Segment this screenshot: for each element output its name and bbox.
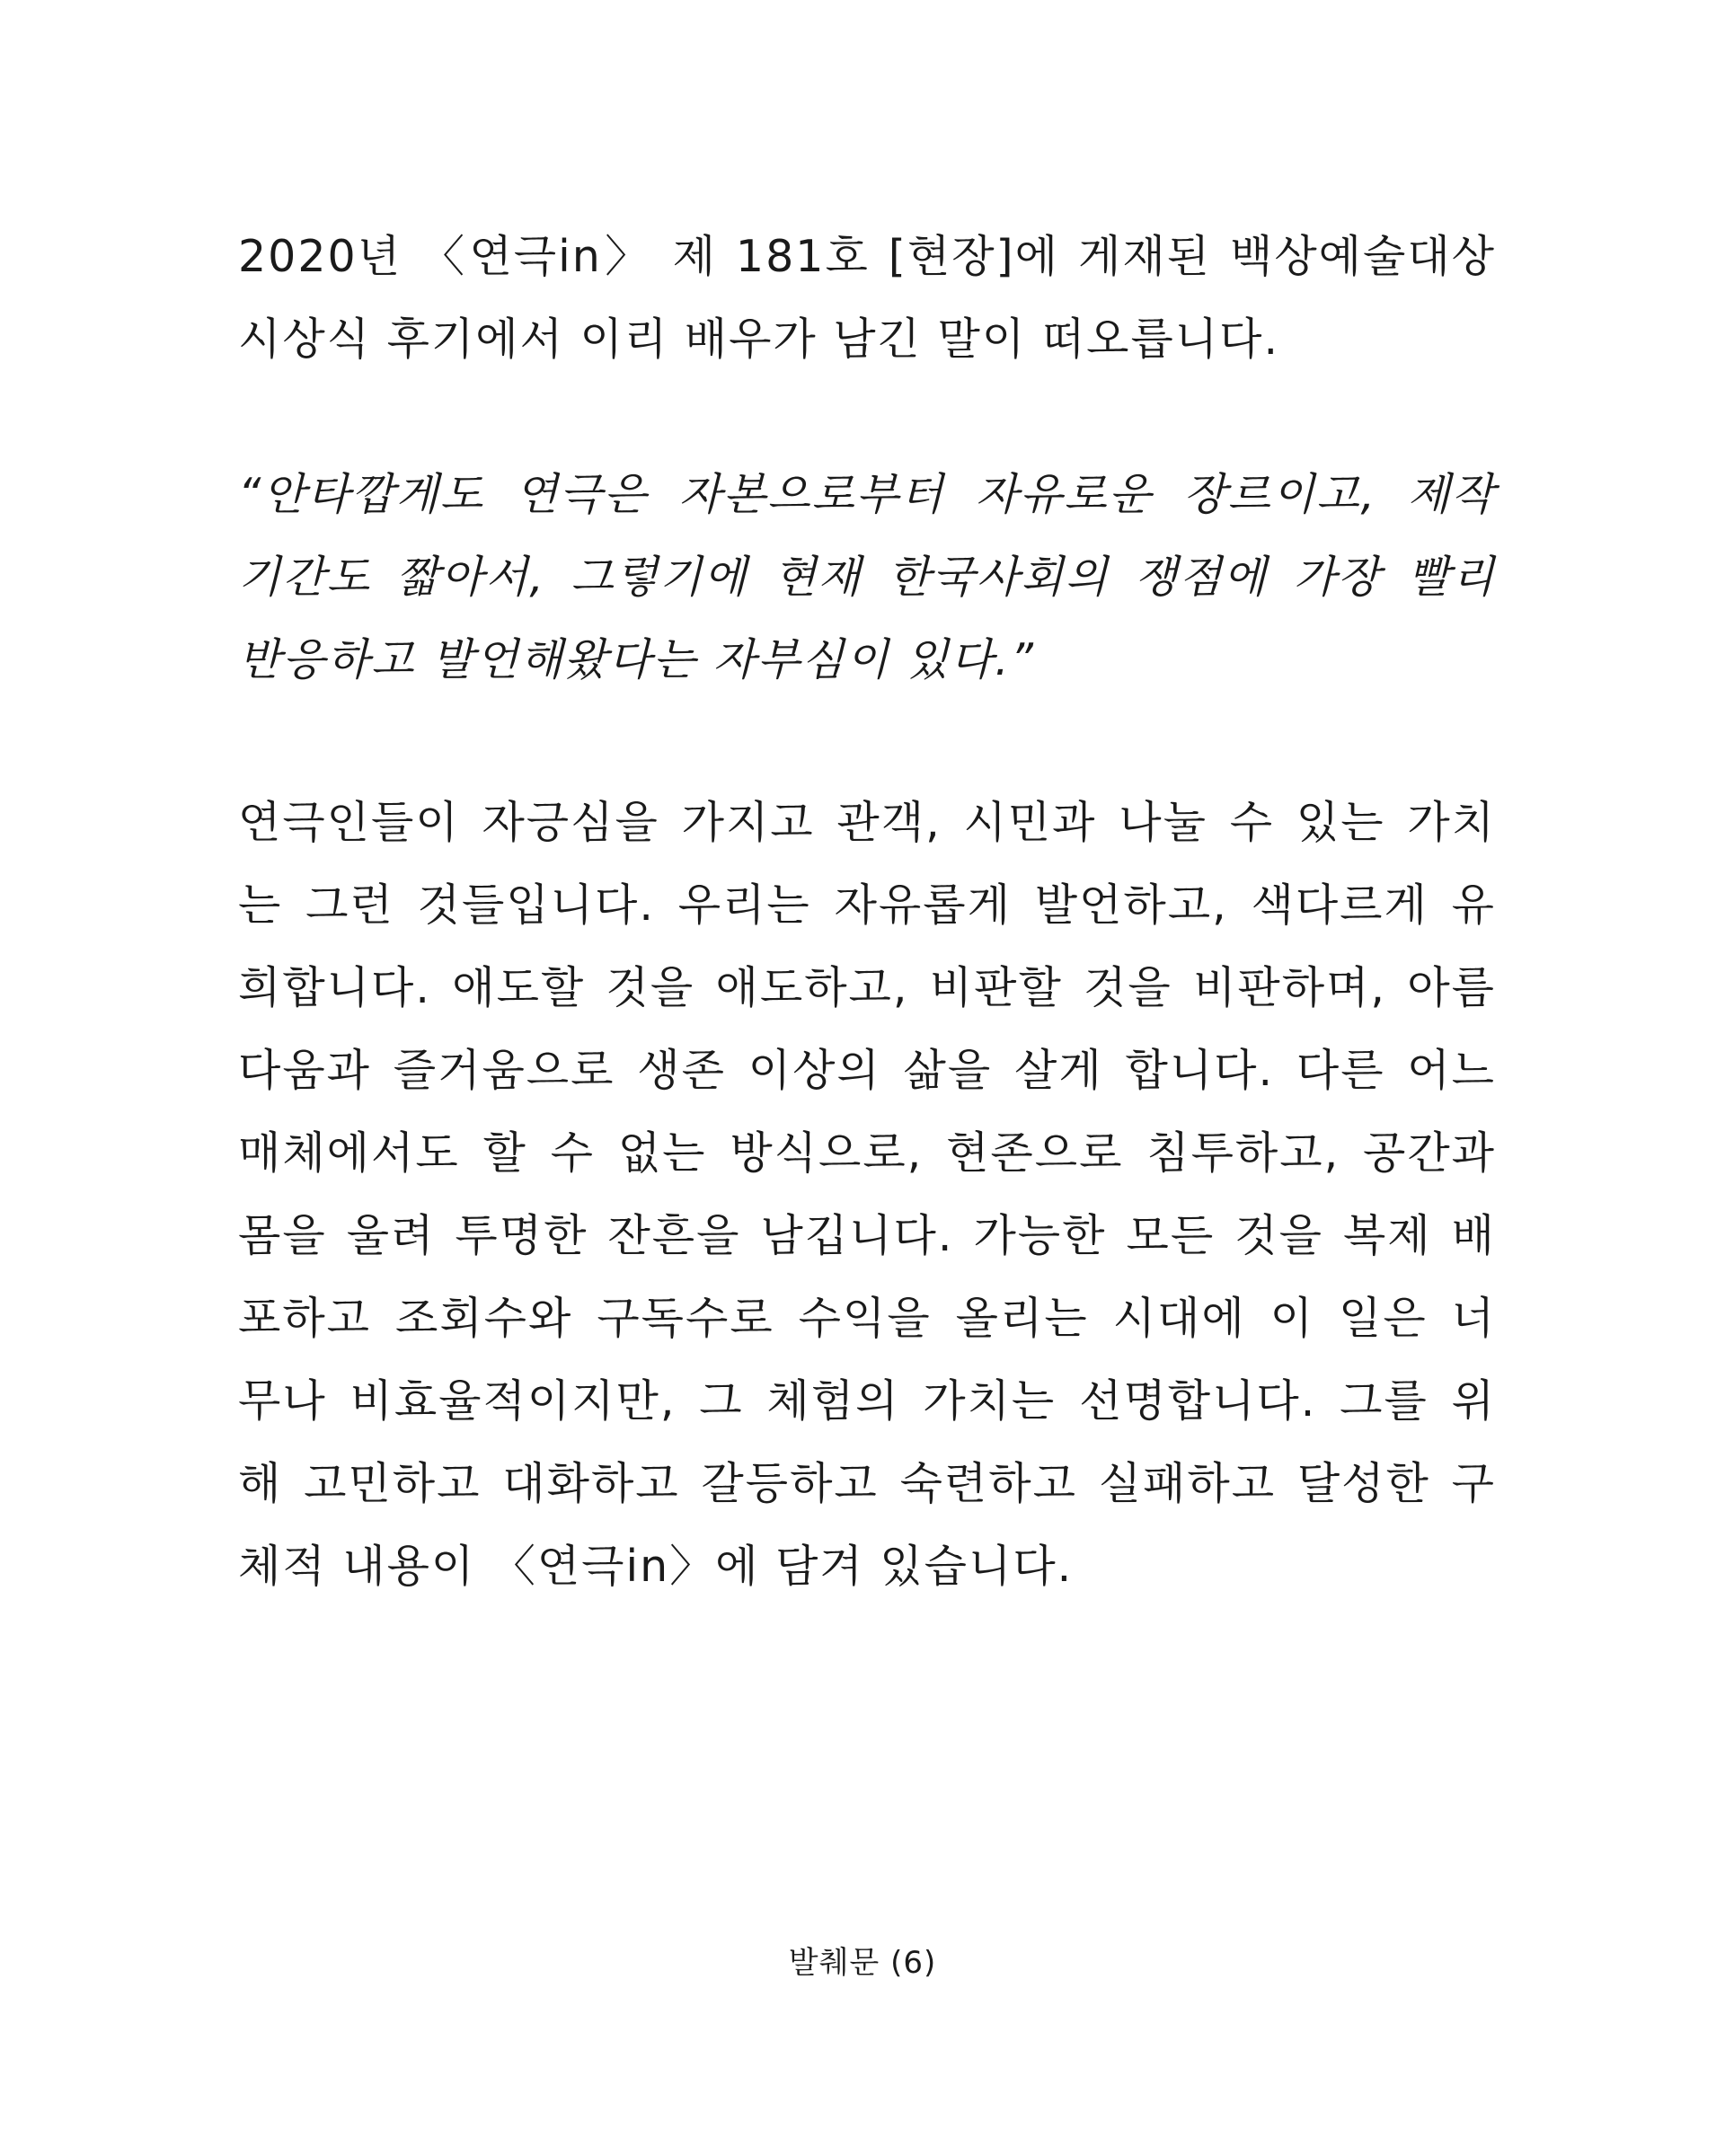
- main-line: 희합니다. 애도할 것을 애도하고, 비판할 것을 비판하며, 아름: [238, 962, 1496, 1013]
- main-paragraph: [238, 782, 1496, 1608]
- main-line: 는 그런 것들입니다. 우리는 자유롭게 발언하고, 색다르게 유: [238, 879, 1496, 931]
- main-line: 연극인들이 자긍심을 가지고 관객, 시민과 나눌 수 있는 가치: [238, 797, 1496, 848]
- quote-line: 기간도 짧아서, 그렇기에 현재 한국사회의 쟁점에 가장 빨리: [238, 552, 1496, 603]
- intro-paragraph: [238, 216, 1496, 381]
- main-line: 해 고민하고 대화하고 갈등하고 숙련하고 실패하고 달성한 구: [238, 1458, 1496, 1509]
- main-line: 무나 비효율적이지만, 그 체험의 가치는 선명합니다. 그를 위: [238, 1375, 1496, 1427]
- intro-line: 시상식 후기에서 이리 배우가 남긴 말이 떠오릅니다.: [238, 314, 1280, 365]
- quote-line: 반응하고 발언해왔다는 자부심이 있다.”: [238, 634, 1036, 685]
- main-line: 매체에서도 할 수 없는 방식으로, 현존으로 침투하고, 공간과: [238, 1127, 1496, 1179]
- quote-line: “안타깝게도 연극은 자본으로부터 자유로운 장르이고, 제작: [238, 469, 1496, 520]
- main-line: 체적 내용이 〈연극in〉에 담겨 있습니다.: [238, 1541, 1074, 1592]
- main-line: 포하고 조회수와 구독수로 수익을 올리는 시대에 이 일은 너: [238, 1293, 1496, 1344]
- main-line: 몸을 울려 투명한 잔흔을 남깁니다. 가능한 모든 것을 복제 배: [238, 1210, 1496, 1261]
- page-footer-label: 발췌문 (6): [788, 1945, 937, 1981]
- quote-paragraph: [238, 454, 1496, 702]
- main-line: 다움과 즐거움으로 생존 이상의 삶을 살게 합니다. 다른 어느: [238, 1045, 1496, 1096]
- intro-line: 2020년 〈연극in〉 제 181호 [현장]에 게재된 백상예술대상: [238, 231, 1496, 282]
